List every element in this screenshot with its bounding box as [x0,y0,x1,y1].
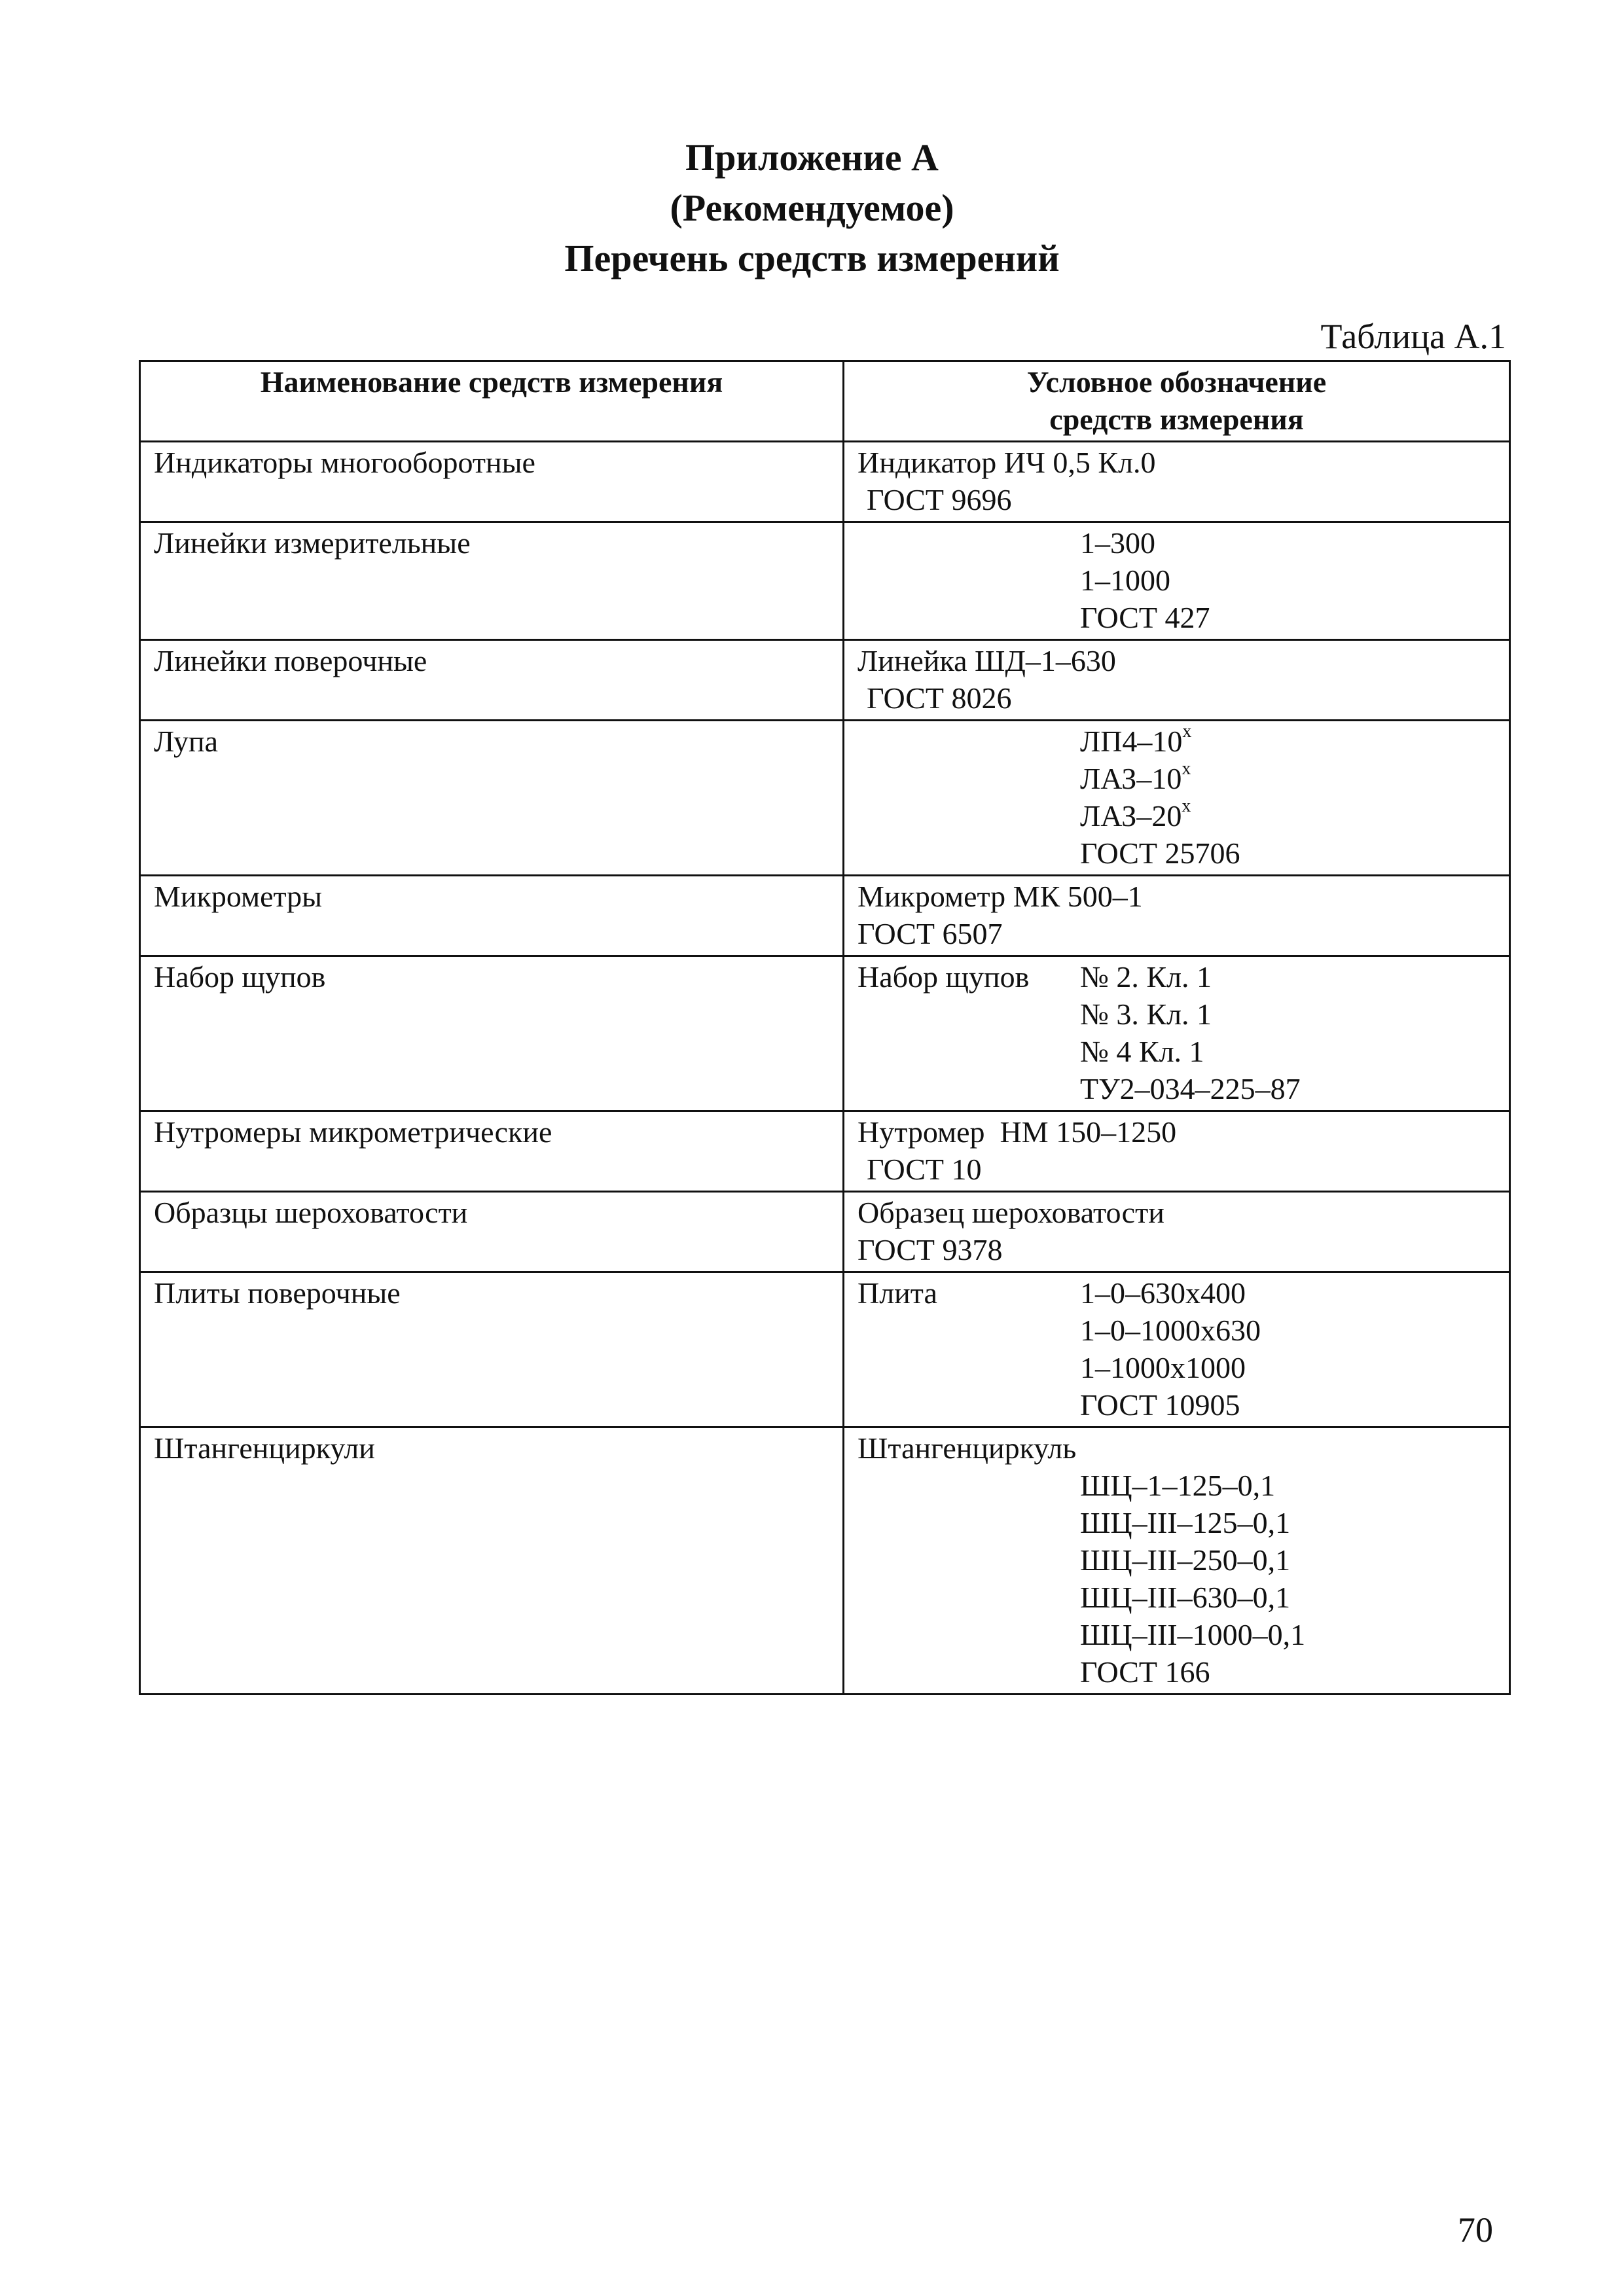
designation-value-text: 1–0–630х400 [1080,1276,1246,1310]
designation-cell [844,1427,1510,1695]
designation-line [857,562,1509,599]
designation-value [857,1033,1204,1070]
designation-line [857,915,1509,952]
instrument-name-cell: Линейки поверочные [140,640,844,721]
designation-value [857,760,1191,797]
designation-value-text: ГОСТ 166 [1080,1655,1210,1689]
designation-cell [844,442,1510,522]
designation-value [857,1616,1305,1653]
designation-line [857,1579,1509,1616]
designation-line [857,760,1509,797]
designation-value-text: № 4 Кл. 1 [1080,1035,1204,1068]
designation-value [857,1070,1301,1107]
designation-label: Линейка ШД–1–630 [857,644,1116,677]
power-superscript: х [1182,759,1191,779]
table-body [140,442,1510,1695]
designation-value [857,562,1170,599]
designation-value-text: 1–1000х1000 [1080,1351,1246,1384]
designation-line [857,834,1509,872]
designation-value-text: ГОСТ 25706 [1080,836,1240,870]
designation-value-text: ЛАЗ–20 [1080,799,1182,833]
designation-line [857,1429,1509,1467]
table-row [140,1111,1510,1192]
designation-value-text: 1–1000 [1080,564,1170,597]
designation-value [857,599,1210,636]
table-row [140,640,1510,721]
designation-value [1080,958,1212,996]
designation-value [857,797,1191,834]
table-row [140,876,1510,956]
table-header-row [140,361,1510,442]
page-number: 70 [1458,2210,1493,2250]
designation-value-text: ГОСТ 10905 [1080,1388,1240,1422]
designation-label: Образец шероховатости [857,1196,1164,1229]
designation-value [857,524,1155,562]
designation-cell [844,721,1510,876]
designation-value-text: ШЦ–III–125–0,1 [1080,1506,1291,1539]
instruments-table [139,360,1511,1695]
designation-line [857,1194,1509,1231]
designation-line [857,1231,1509,1268]
designation-value [857,481,1012,518]
designation-line [857,1151,1509,1188]
designation-line [857,1386,1509,1424]
power-superscript: х [1182,721,1192,742]
designation-line [857,1349,1509,1386]
designation-line [857,599,1509,636]
table-row [140,1427,1510,1695]
designation-cell [844,876,1510,956]
table-row [140,442,1510,522]
header-designation [844,361,1510,442]
designation-value [857,1151,982,1188]
designation-value-text: ШЦ–III–630–0,1 [1080,1581,1291,1614]
power-superscript: х [1182,796,1191,816]
designation-line [857,1504,1509,1541]
designation-value [857,1386,1240,1424]
instrument-name-cell: Микрометры [140,876,844,956]
designation-label: Микрометр МК 500–1 [857,880,1143,913]
designation-label: Штангенциркуль [857,1431,1077,1465]
designation-cell [844,522,1510,640]
header-designation-line1: Условное обозначение [1026,365,1327,399]
designation-value [857,1312,1261,1349]
designation-value-text: ГОСТ 427 [1080,601,1210,634]
table-row [140,956,1510,1111]
designation-line [857,444,1509,481]
designation-value [857,996,1212,1033]
instrument-name-cell: Набор щупов [140,956,844,1111]
designation-value-text: ЛАЗ–10 [1080,762,1182,795]
designation-label: ГОСТ 6507 [857,917,1003,950]
designation-value-text: ШЦ–1–125–0,1 [1080,1469,1276,1502]
instrument-name-cell: Линейки измерительные [140,522,844,640]
designation-value-text: ШЦ–III–250–0,1 [1080,1543,1291,1577]
designation-line [857,1070,1509,1107]
designation-line [857,1541,1509,1579]
header-instrument-name: Наименование средств измерения [140,361,844,442]
designation-line [857,481,1509,518]
designation-value-text: ГОСТ 8026 [867,681,1012,715]
designation-value [857,1467,1275,1504]
designation-value-text: ГОСТ 10 [867,1153,982,1186]
designation-value-text: № 3. Кл. 1 [1080,997,1212,1031]
designation-line [857,524,1509,562]
designation-label: Плита [857,1276,937,1310]
appendix-title: Приложение А [685,136,939,179]
designation-value [857,679,1012,717]
instrument-name-cell: Нутромеры микрометрические [140,1111,844,1192]
designation-cell [844,640,1510,721]
table-row [140,1192,1510,1272]
designation-cell [844,1111,1510,1192]
designation-line [857,723,1509,760]
designation-value [857,834,1240,872]
designation-cell [844,956,1510,1111]
instrument-name-cell: Штангенциркули [140,1427,844,1695]
designation-line [857,1467,1509,1504]
instrument-name-cell: Плиты поверочные [140,1272,844,1427]
designation-label: Индикатор ИЧ 0,5 Кл.0 [857,446,1156,479]
designation-line [857,996,1509,1033]
header-designation-line2: средств измерения [1049,403,1304,436]
table-row [140,721,1510,876]
designation-value [857,1541,1290,1579]
table-caption: Таблица А.1 [1320,317,1506,356]
designation-value-text: ГОСТ 9696 [867,483,1012,516]
designation-label: ГОСТ 9378 [857,1233,1003,1266]
designation-line [857,1653,1509,1691]
instrument-name-cell: Лупа [140,721,844,876]
designation-value [857,1579,1290,1616]
designation-line [857,642,1509,679]
designation-line [857,679,1509,717]
designation-line [857,1274,1509,1312]
designation-value [857,723,1191,760]
designation-cell [844,1272,1510,1427]
designation-value [857,1504,1290,1541]
designation-label: Нутромер НМ 150–1250 [857,1115,1177,1149]
designation-value-text: 1–0–1000х630 [1080,1314,1261,1347]
designation-value [857,1653,1210,1691]
designation-value [1080,1274,1246,1312]
table-row [140,522,1510,640]
appendix-subtitle: (Рекомендуемое) [670,187,954,229]
designation-cell [844,1192,1510,1272]
designation-value [857,1349,1246,1386]
designation-value-text: ТУ2–034–225–87 [1080,1072,1301,1105]
table-row [140,1272,1510,1427]
instrument-name-cell: Образцы шероховатости [140,1192,844,1272]
designation-value-text: № 2. Кл. 1 [1080,960,1212,994]
designation-line [857,1113,1509,1151]
designation-value-text: ШЦ–III–1000–0,1 [1080,1618,1306,1651]
designation-line [857,797,1509,834]
appendix-heading: Перечень средств измерений [564,237,1060,279]
designation-line [857,1616,1509,1653]
designation-line [857,1033,1509,1070]
designation-line [857,878,1509,915]
designation-line [857,1312,1509,1349]
designation-value-text: ЛП4–10 [1080,725,1183,758]
instrument-name-cell: Индикаторы многооборотные [140,442,844,522]
designation-label: Набор щупов [857,960,1030,994]
designation-value-text: 1–300 [1080,526,1155,560]
designation-line [857,958,1509,996]
